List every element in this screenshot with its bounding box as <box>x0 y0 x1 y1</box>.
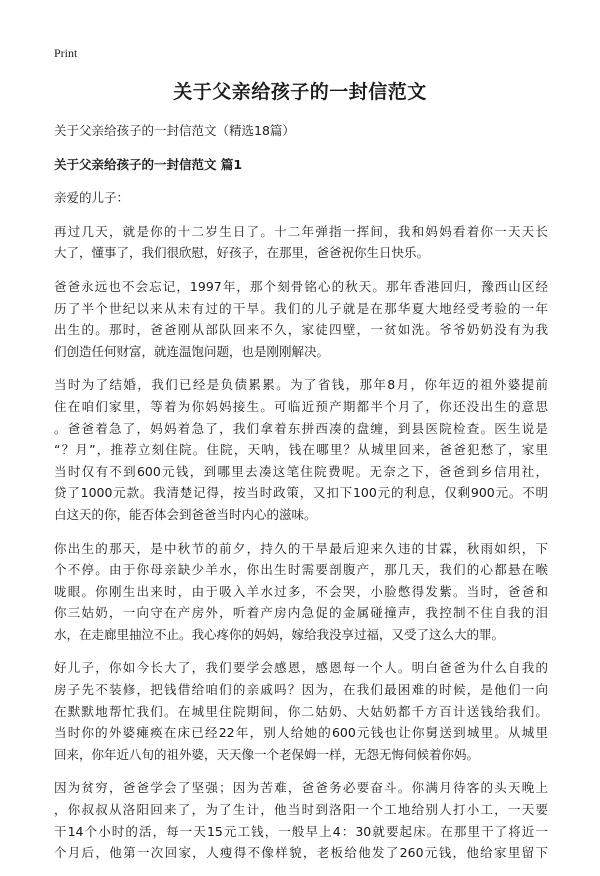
paragraph-line: 白这天的你，能否体会到爸爸当时内心的滋味。 <box>54 506 317 522</box>
letter-paragraph <box>54 657 548 765</box>
paragraph-line: 回来，你年近八旬的祖外婆，天天像一个老保姆一样，无怨无悔伺候着你妈。 <box>54 746 480 762</box>
paragraph-line: 个不停。由于你母亲缺少羊水，你出生时需要剖腹产，那几天，我们的心都悬在喉 <box>54 562 548 578</box>
section-heading <box>54 154 548 176</box>
paragraph-line: 当时仅有不到600元钱，到哪里去凑这笔住院费呢。无奈之下，爸爸到乡信用社， <box>54 463 548 479</box>
paragraph-line: 大了，懂事了，我们很欣慰，好孩子，在那里，爸爸祝你生日快乐。 <box>54 245 430 261</box>
paragraph-line: 个月后，他第一次回家，人瘦得不像样貌，老板给他发了260元钱，他给家里留下 <box>54 845 548 861</box>
paragraph-line: 好儿子，你如今长大了，我们要学会感恩，感恩每一个人。明白爸爸为什么自我的 <box>54 660 548 676</box>
section-heading-line: 关于父亲给孩子的一封信范文 篇1 <box>54 156 243 172</box>
letter-paragraph <box>54 777 548 863</box>
letter-greeting <box>54 187 548 209</box>
letter-paragraph <box>54 276 548 362</box>
paragraph-line: 住在咱们家里，等着为你妈妈接生。可临近预产期都半个月了，你还没出生的意思 <box>54 398 548 414</box>
paragraph-line: “？月”，推荐立刻住院。住院，天呐，钱在哪里？从城里回来，爸爸犯愁了，家里 <box>54 442 548 458</box>
document-body <box>54 120 548 876</box>
letter-paragraph <box>54 374 548 525</box>
subtitle-line: 关于父亲给孩子的一封信范文（精选18篇） <box>54 123 295 138</box>
paragraph-line: 你出生的那天，是中秋节的前夕，持久的干旱最后迎来久违的甘霖，秋雨如织，下 <box>54 540 548 556</box>
paragraph-line: 房子先不装修，把钱借给咱们的亲戚吗？因为，在我们最困难的时候，是他们一向 <box>54 682 548 698</box>
paragraph-line: 当时你的外婆瘫痪在床已经22年，别人给她的600元钱也让你舅送到城里。从城里 <box>54 725 548 741</box>
paragraph-line: 你三姑奶，一向守在产房外，听着产房内急促的金属碰撞声，我控制不住自我的泪 <box>54 605 548 621</box>
letter-paragraph <box>54 221 548 264</box>
document-subtitle <box>54 120 548 142</box>
paragraph-line: 。爸爸着急了，妈妈着急了，我们拿着东拼西凑的盘缠，到县医院检查。医生说是 <box>54 420 548 436</box>
paragraph-line: 咙眼。你刚生出来时，由于吸入羊水过多，不会哭，小脸憋得发紫。当时，爸爸和 <box>54 583 548 599</box>
print-link[interactable]: Print <box>54 46 78 60</box>
letter-paragraph <box>54 538 548 646</box>
greeting-line: 亲爱的儿子： <box>54 190 130 206</box>
paragraph-line: 当时为了结婚，我们已经是负债累累。为了省钱，那年8月，你年迈的祖外婆提前 <box>54 377 548 393</box>
paragraph-line: 爸爸永远也不会忘记，1997年，那个刻骨铭心的秋天。那年香港回归，豫西山区经 <box>54 278 548 294</box>
paragraph-line: 因为贫穷，爸爸学会了坚强；因为苦难，爸爸务必要奋斗。你满月待客的头天晚上 <box>54 780 548 796</box>
letter-paragraphs <box>54 221 548 864</box>
paragraph-line: 出生的。那时，爸爸刚从部队回来不久，家徒四壁，一贫如洗。爷爷奶奶没有为我 <box>54 322 548 338</box>
paragraph-line: 水，在走廊里抽泣不止。我心疼你的妈妈，嫁给我没享过福，又受了这么大的罪。 <box>54 626 505 642</box>
paragraph-line: 们创造任何财富，就连温饱问题，也是刚刚解决。 <box>54 343 330 359</box>
paragraph-line: 历了半个世纪以来从未有过的干旱。我们的儿子就是在那华夏大地经受考验的一年 <box>54 300 548 316</box>
paragraph-line: 干14个小时的活，每一天15元工钱，一般早上4：30就要起床。在那里干了将近一 <box>54 823 548 839</box>
paragraph-line: 再过几天，就是你的十二岁生日了。十二年弹指一挥间，我和妈妈看着你一天天长 <box>54 223 548 239</box>
paragraph-line: ，你叔叔从洛阳回来了，为了生计，他当时到洛阳一个工地给别人打小工，一天要 <box>54 802 548 818</box>
paragraph-line: 在默默地帮忙我们。在城里住院期间，你二姑奶、大姑奶都千方百计送钱给我们。 <box>54 703 548 719</box>
document-title: 关于父亲给孩子的一封信范文 <box>173 81 427 103</box>
paragraph-line: 贷了1000元款。我清楚记得，按当时政策，又扣下100元的利息，仅剩900元。不明 <box>54 485 548 501</box>
